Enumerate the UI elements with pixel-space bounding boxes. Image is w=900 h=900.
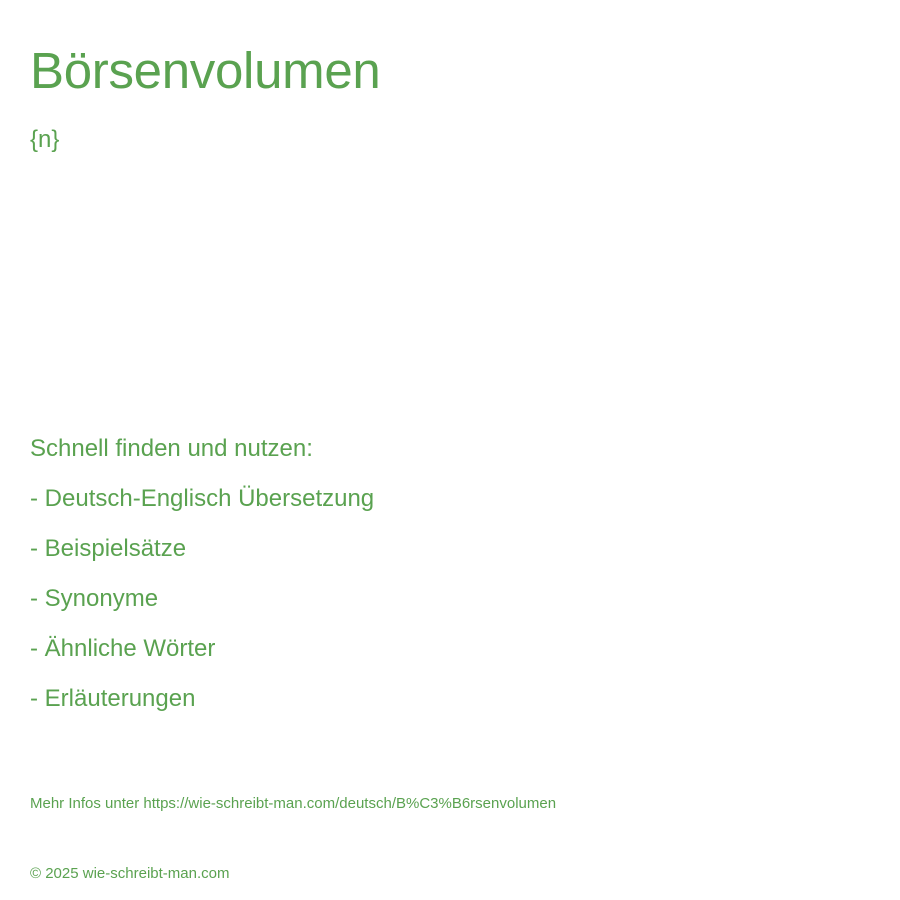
copyright-notice: © 2025 wie-schreibt-man.com xyxy=(30,865,230,882)
feature-item-similar-words: - Ähnliche Wörter xyxy=(30,635,216,662)
page-title: Börsenvolumen xyxy=(30,42,381,99)
feature-item-example-sentences: - Beispielsätze xyxy=(30,535,187,562)
feature-list-heading: Schnell finden und nutzen: xyxy=(30,435,313,462)
feature-item-synonyms: - Synonyme xyxy=(30,585,159,612)
feature-list xyxy=(30,424,374,724)
more-info-link: Mehr Infos unter https://wie-schreibt-man.com/deutsch/B%C3%B6rsenvolumen xyxy=(30,795,557,812)
feature-item-translation: - Deutsch-Englisch Übersetzung xyxy=(30,485,375,512)
feature-item-explanations: - Erläuterungen xyxy=(30,685,196,712)
gender-label: {n} xyxy=(30,126,60,153)
